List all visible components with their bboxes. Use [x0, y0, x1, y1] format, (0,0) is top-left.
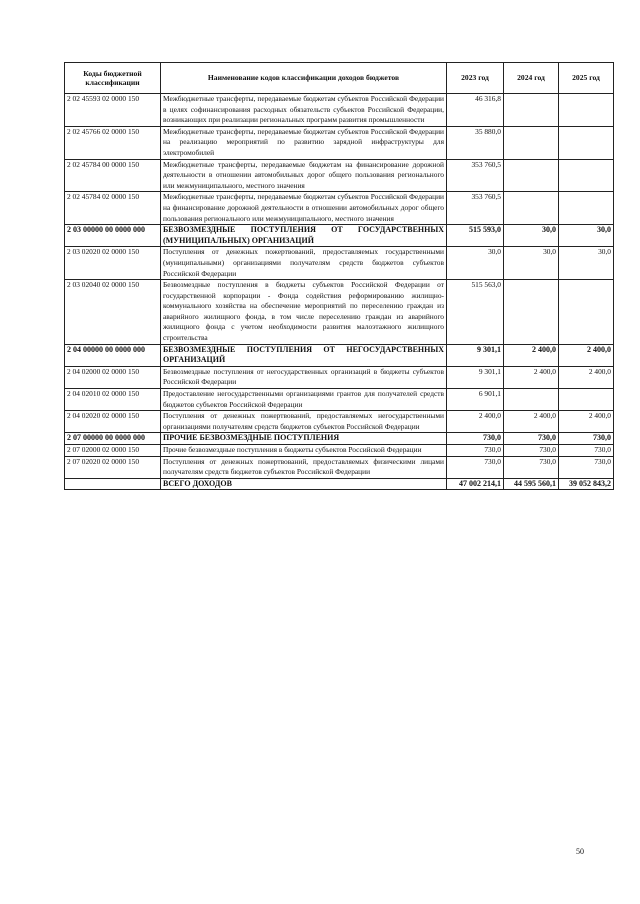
- table-row: [65, 225, 614, 247]
- table-row: [65, 126, 614, 159]
- row-value-2023: 6 901,1: [447, 389, 504, 411]
- row-value-2025: 39 052 843,2: [559, 478, 614, 490]
- row-value-2024: [504, 126, 559, 159]
- row-value-2024: [504, 94, 559, 127]
- row-value-2025: [559, 159, 614, 192]
- row-name: Поступления от денежных пожертвований, предоставляемых физическими лицами получателям средств бюджетов субъектов Российской Федерации: [161, 456, 447, 478]
- row-code: 2 03 02040 02 0000 150: [65, 280, 161, 345]
- row-code: 2 04 02000 02 0000 150: [65, 366, 161, 388]
- table-row: [65, 344, 614, 366]
- row-value-2023: 515 563,0: [447, 280, 504, 345]
- row-code: 2 04 02010 02 0000 150: [65, 389, 161, 411]
- row-value-2023: 47 002 214,1: [447, 478, 504, 490]
- row-name: Межбюджетные трансферты, передаваемые бюджетам субъектов Российской Федерации на реализацию мероприятий по развитию зарядной инфраструктуры для электромобилей: [161, 126, 447, 159]
- row-value-2024: [504, 192, 559, 225]
- header-name: Наименование кодов классификации доходов бюджетов: [161, 63, 447, 94]
- row-code: 2 02 45766 02 0000 150: [65, 126, 161, 159]
- row-name: БЕЗВОЗМЕЗДНЫЕ ПОСТУПЛЕНИЯ ОТ НЕГОСУДАРСТВЕННЫХ ОРГАНИЗАЦИЙ: [161, 344, 447, 366]
- row-name: Прочие безвозмездные поступления в бюджеты субъектов Российской Федерации: [161, 445, 447, 457]
- row-code: 2 07 02020 02 0000 150: [65, 456, 161, 478]
- row-value-2025: 2 400,0: [559, 344, 614, 366]
- row-code: 2 07 00000 00 0000 000: [65, 433, 161, 445]
- row-value-2025: [559, 280, 614, 345]
- row-name: Безвозмездные поступления от негосударственных организаций в бюджеты субъектов Российской Федерации: [161, 366, 447, 388]
- row-value-2024: 44 595 560,1: [504, 478, 559, 490]
- row-value-2024: 730,0: [504, 456, 559, 478]
- row-value-2023: 46 316,8: [447, 94, 504, 127]
- row-value-2023: 353 760,5: [447, 159, 504, 192]
- row-name: Предоставление негосударственными организациями грантов для получателей средств бюджетов субъектов Российской Федерации: [161, 389, 447, 411]
- row-code: 2 04 02020 02 0000 150: [65, 411, 161, 433]
- row-value-2025: 730,0: [559, 456, 614, 478]
- table-row: [65, 94, 614, 127]
- row-value-2023: 9 301,1: [447, 344, 504, 366]
- table-row: [65, 192, 614, 225]
- row-value-2025: 30,0: [559, 247, 614, 280]
- row-value-2023: 2 400,0: [447, 411, 504, 433]
- row-name: Межбюджетные трансферты, передаваемые бюджетам на финансирование дорожной деятельности в отношении автомобильных дорог общего пользования регионального или межмуниципального, местного значения: [161, 159, 447, 192]
- row-value-2023: 353 760,5: [447, 192, 504, 225]
- row-value-2024: 2 400,0: [504, 344, 559, 366]
- table-row: [65, 280, 614, 345]
- row-name: Межбюджетные трансферты, передаваемые бюджетам субъектов Российской Федерации на финансирование дорожной деятельности в отношении автомобильных дорог общего пользования регионального или межмуниципального, местного значения: [161, 192, 447, 225]
- row-value-2025: 30,0: [559, 225, 614, 247]
- row-value-2024: 30,0: [504, 225, 559, 247]
- header-2024: 2024 год: [504, 63, 559, 94]
- row-value-2025: [559, 192, 614, 225]
- row-value-2024: 2 400,0: [504, 411, 559, 433]
- table-row: [65, 478, 614, 490]
- table-row: [65, 445, 614, 457]
- header-2025: 2025 год: [559, 63, 614, 94]
- row-code: 2 04 00000 00 0000 000: [65, 344, 161, 366]
- table-row: [65, 366, 614, 388]
- row-code: 2 07 02000 02 0000 150: [65, 445, 161, 457]
- row-value-2025: 730,0: [559, 433, 614, 445]
- row-value-2023: 730,0: [447, 433, 504, 445]
- table-row: [65, 159, 614, 192]
- row-value-2024: 30,0: [504, 247, 559, 280]
- row-value-2024: 730,0: [504, 433, 559, 445]
- row-value-2024: [504, 389, 559, 411]
- page-number: 50: [576, 847, 584, 856]
- row-value-2023: 730,0: [447, 456, 504, 478]
- row-value-2023: 9 301,1: [447, 366, 504, 388]
- row-name: ВСЕГО ДОХОДОВ: [161, 478, 447, 490]
- revenue-table: [64, 62, 614, 490]
- row-code: 2 02 45593 02 0000 150: [65, 94, 161, 127]
- row-code: 2 02 45784 00 0000 150: [65, 159, 161, 192]
- table-row: [65, 456, 614, 478]
- row-value-2024: 2 400,0: [504, 366, 559, 388]
- row-value-2023: 515 593,0: [447, 225, 504, 247]
- row-code: 2 03 00000 00 0000 000: [65, 225, 161, 247]
- table-row: [65, 247, 614, 280]
- row-value-2025: [559, 94, 614, 127]
- header-2023: 2023 год: [447, 63, 504, 94]
- row-code: [65, 478, 161, 490]
- row-value-2025: 730,0: [559, 445, 614, 457]
- table-row: [65, 433, 614, 445]
- row-value-2023: 730,0: [447, 445, 504, 457]
- row-name: ПРОЧИЕ БЕЗВОЗМЕЗДНЫЕ ПОСТУПЛЕНИЯ: [161, 433, 447, 445]
- row-name: Безвозмездные поступления в бюджеты субъектов Российской Федерации от государственной корпорации - Фонда содействия реформированию жилищно-коммунального хозяйства на обеспечение мероприятий по переселению граждан из аварийного жилищного фонда, в том числе переселению граждан из аварийного жилищного фонда с учетом необходимости развития малоэтажного жилищного строительства: [161, 280, 447, 345]
- row-code: 2 02 45784 02 0000 150: [65, 192, 161, 225]
- row-value-2023: 35 880,0: [447, 126, 504, 159]
- row-name: БЕЗВОЗМЕЗДНЫЕ ПОСТУПЛЕНИЯ ОТ ГОСУДАРСТВЕННЫХ (МУНИЦИПАЛЬНЫХ) ОРГАНИЗАЦИЙ: [161, 225, 447, 247]
- table-row: [65, 411, 614, 433]
- row-name: Поступления от денежных пожертвований, предоставляемых государственными (муниципальными) организациями получателям средств бюджетов субъектов Российской Федерации: [161, 247, 447, 280]
- table-row: [65, 389, 614, 411]
- row-value-2025: 2 400,0: [559, 411, 614, 433]
- table-header-row: [65, 63, 614, 94]
- row-value-2023: 30,0: [447, 247, 504, 280]
- row-value-2024: 730,0: [504, 445, 559, 457]
- row-name: Межбюджетные трансферты, передаваемые бюджетам субъектов Российской Федерации в целях софинансирования расходных обязательств субъектов Российской Федерации, возникающих при реализации региональных программ развития промышленности: [161, 94, 447, 127]
- row-value-2024: [504, 159, 559, 192]
- row-value-2025: 2 400,0: [559, 366, 614, 388]
- row-code: 2 03 02020 02 0000 150: [65, 247, 161, 280]
- header-code: Коды бюджетной классификации: [65, 63, 161, 94]
- row-value-2025: [559, 389, 614, 411]
- row-value-2024: [504, 280, 559, 345]
- table-body: [65, 94, 614, 490]
- row-name: Поступления от денежных пожертвований, предоставляемых негосударственными организациями получателям средств бюджетов субъектов Российской Федерации: [161, 411, 447, 433]
- row-value-2025: [559, 126, 614, 159]
